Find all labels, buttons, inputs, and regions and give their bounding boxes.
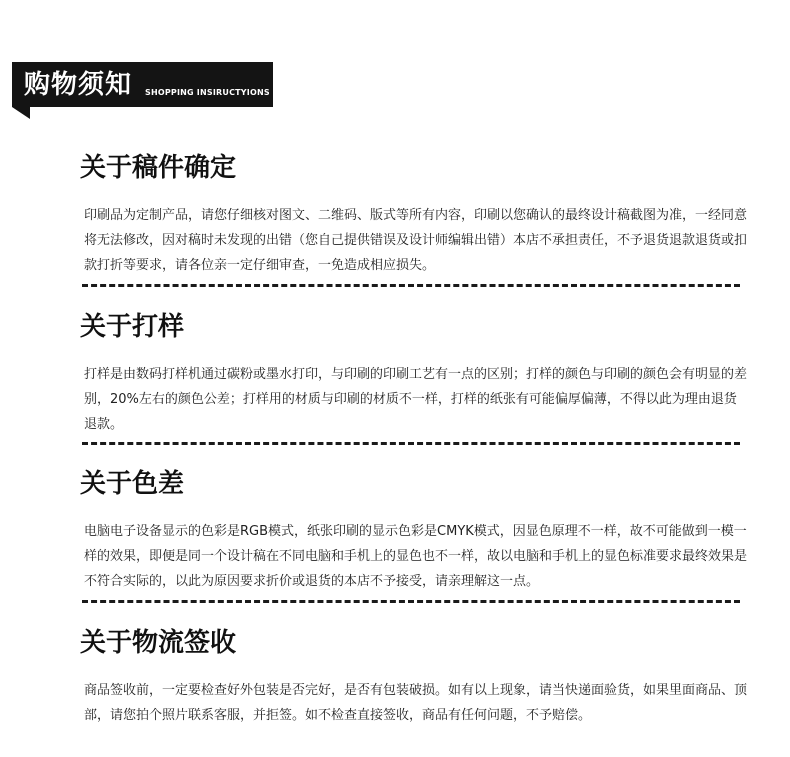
section-title: 关于打样 (80, 312, 185, 342)
banner-title: 购物须知 (24, 70, 133, 100)
section-body: 电脑电子设备显示的色彩是RGB模式，纸张印刷的显示色彩是CMYK模式，因显色原理不一样，故不可能做到一模一样的效果，即便是同一个设计稿在不同电脑和手机上的显色也不一样，故以电脑和手机上的显色标准要求最终效果是不符合实际的，以此为原因要求折价或退货的本店不予接受，请亲理解这一点。 (84, 524, 748, 589)
section-logistics-signing (80, 626, 760, 728)
section-color-difference (80, 467, 760, 594)
dashed-divider (82, 442, 740, 445)
section-manuscript-confirmation (80, 151, 760, 278)
section-body: 打样是由数码打样机通过碳粉或墨水打印，与印刷的印刷工艺有一点的区别；打样的颜色与印刷的颜色会有明显的差别，20%左右的颜色公差；打样用的材质与印刷的材质不一样，打样的纸张有可能偏厚偏薄，不得以此为理由退货退款。 (84, 367, 748, 432)
section-proofing (80, 310, 760, 437)
dashed-divider (82, 284, 740, 287)
section-body: 印刷品为定制产品，请您仔细核对图文、二维码、版式等所有内容，印刷以您确认的最终设计稿截图为准，一经同意将无法修改，因对稿时未发现的出错（您自己提供错误及设计师编辑出错）本店不承担责任，不予退货退款退货或扣款打折等要求，请各位亲一定仔细审查，一免造成相应损失。 (84, 208, 748, 273)
section-body: 商品签收前，一定要检查好外包装是否完好，是否有包装破损。如有以上现象，请当快递面验货，如果里面商品、顶部，请您拍个照片联系客服，并拒签。如不检查直接签收，商品有任何问题，不予赔偿。 (84, 683, 748, 723)
banner-fold-corner (12, 107, 30, 119)
section-title: 关于物流签收 (80, 628, 237, 658)
banner-subtitle: SHOPPING INSIRUCTYIONS (145, 88, 270, 97)
notice-banner (12, 62, 273, 107)
dashed-divider (82, 600, 740, 603)
section-title: 关于色差 (80, 469, 185, 499)
section-title: 关于稿件确定 (80, 153, 237, 183)
